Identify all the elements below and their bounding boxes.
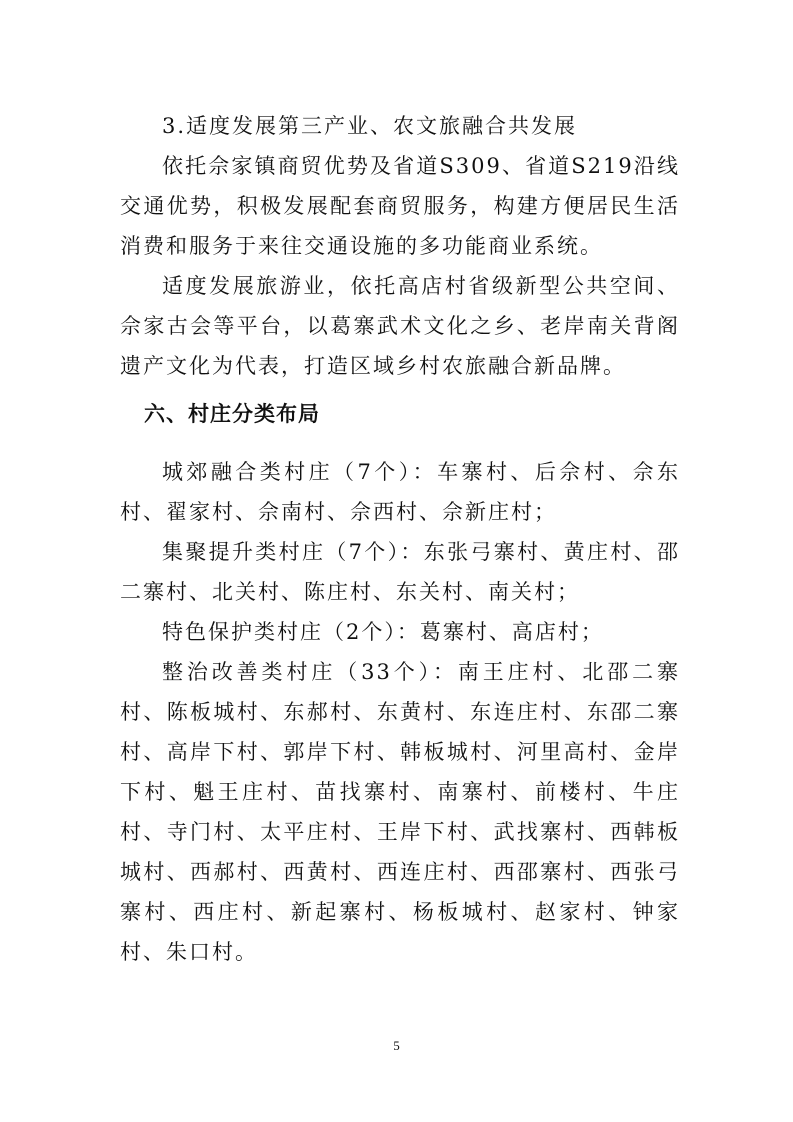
paragraph-cluster-villages: 集聚提升类村庄（7个）：东张弓寨村、黄庄村、邵二寨村、北关村、陈庄村、东关村、南关村； xyxy=(120,540,680,604)
paragraph-tourism: 适度发展旅游业，依托高店村省级新型公共空间、佘家古会等平台，以葛寨武术文化之乡、老岸南关背阁遗产文化为代表，打造区域乡村农旅融合新品牌。 xyxy=(120,274,680,378)
paragraph-commerce: 依托佘家镇商贸优势及省道S309、省道S219沿线交通优势，积极发展配套商贸服务，构建方便居民生活消费和服务于来往交通设施的多功能商业系统。 xyxy=(120,154,680,258)
paragraph-improvement-villages: 整治改善类村庄（33个）：南王庄村、北邵二寨村、陈板城村、东郝村、东黄村、东连庄村、东邵二寨村、高岸下村、郭岸下村、韩板城村、河里高村、金岸下村、魁王庄村、苗找寨村、南寨村、前楼村、牛庄村、寺门村、太平庄村、王岸下村、武找寨村、西韩板城村、西郝村、西黄村、西连庄村、西邵寨村、西张弓寨村、西庄村、新起寨村、杨板城村、赵家村、钟家村、朱口村。 xyxy=(120,660,680,964)
section-title: 六、村庄分类布局 xyxy=(144,402,320,426)
subsection-title: 3.适度发展第三产业、农文旅融合共发展 xyxy=(162,114,578,138)
page-number: 5 xyxy=(393,1038,400,1053)
paragraph-protected-villages: 特色保护类村庄（2个）：葛寨村、高店村； xyxy=(162,620,604,644)
paragraph-suburban-villages: 城郊融合类村庄（7个）：车寨村、后佘村、佘东村、翟家村、佘南村、佘西村、佘新庄村； xyxy=(120,460,680,524)
page-content xyxy=(120,106,680,972)
